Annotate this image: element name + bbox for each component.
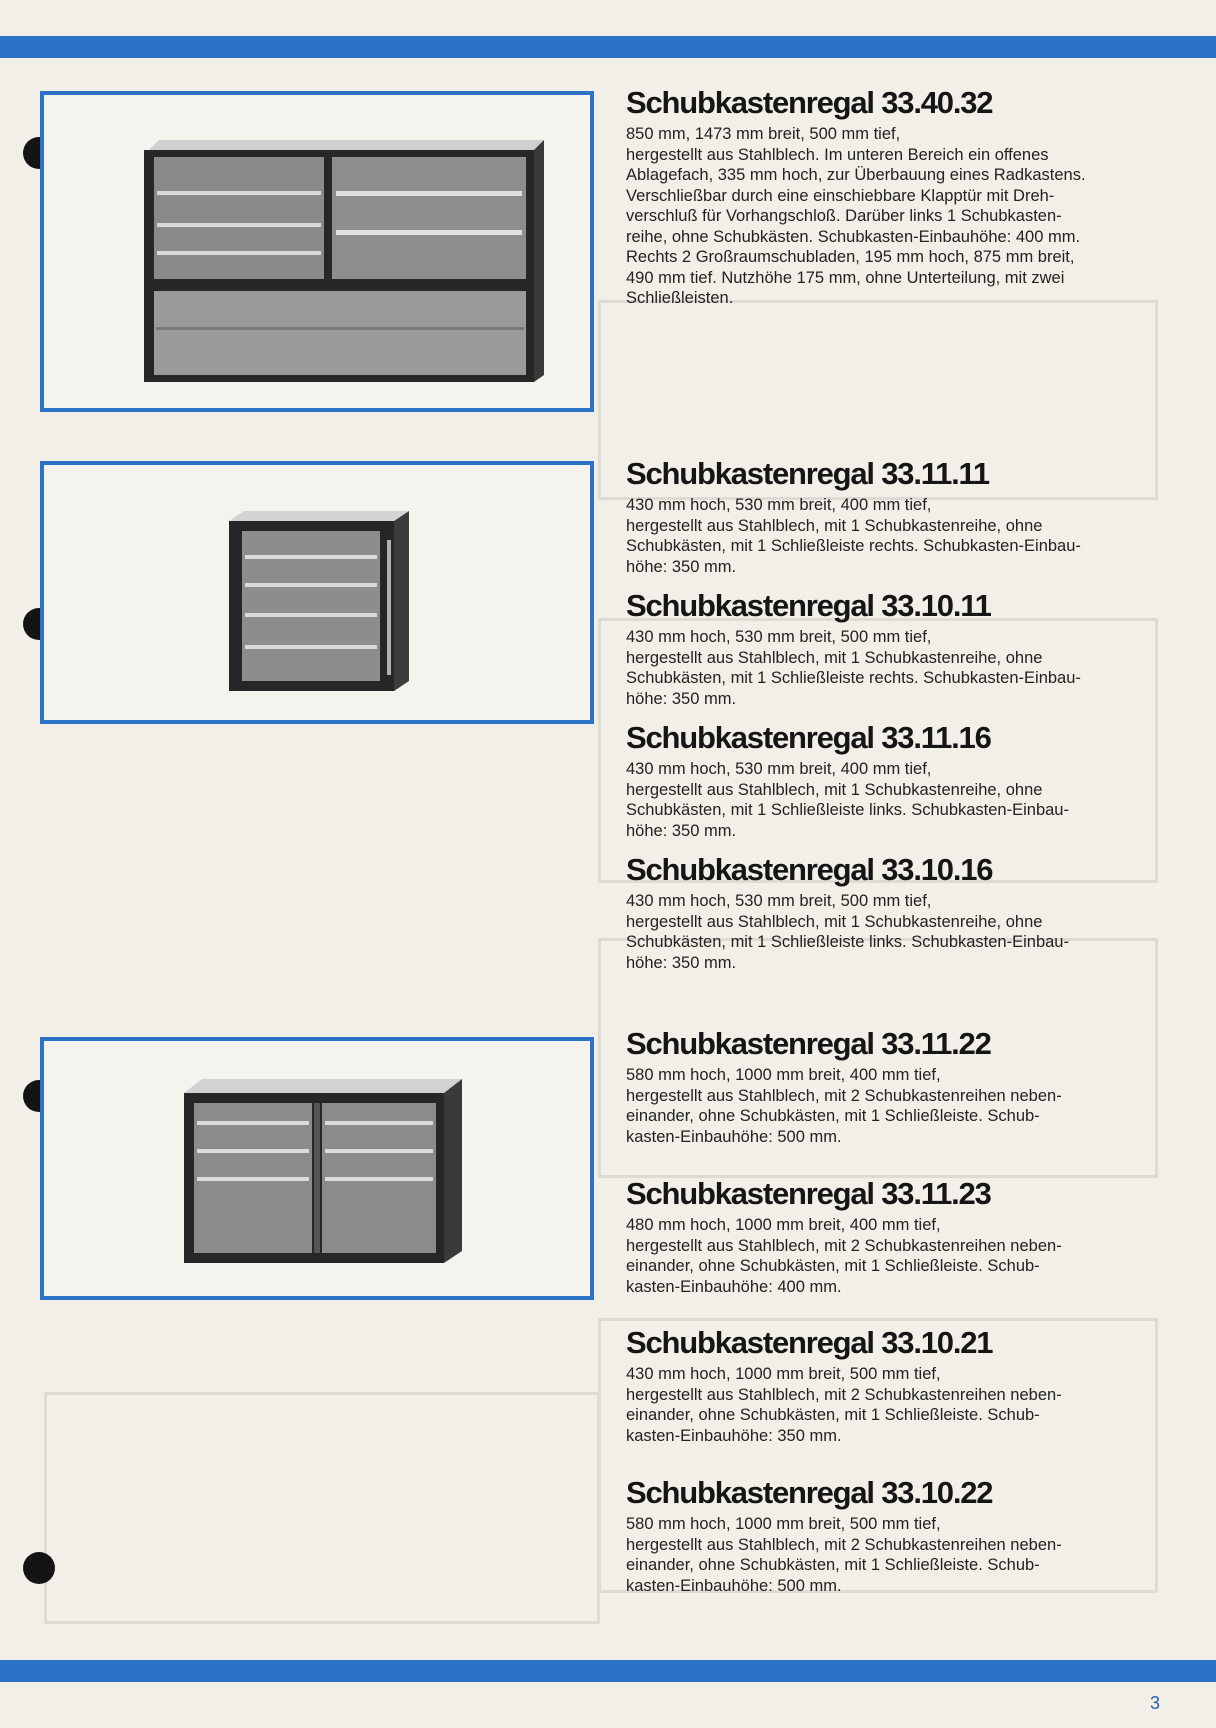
product-entry-33-40-32 (626, 86, 1144, 309)
product-description: 580 mm hoch, 1000 mm breit, 500 mm tief, hergestellt aus Stahlblech, mit 2 Schubkastenreihen neben- einander, ohne Schubkästen, mit 1 Schließleiste. Schub- kasten-Einbauhöhe: 500 mm. (626, 1515, 1062, 1595)
product-title: Schubkastenregal 33.40.32 (626, 85, 993, 120)
product-description: 580 mm hoch, 1000 mm breit, 400 mm tief, hergestellt aus Stahlblech, mit 2 Schubkastenreihen neben- einander, ohne Schubkästen, mit 1 Schließleiste. Schub- kasten-Einbauhöhe: 500 mm. (626, 1066, 1062, 1146)
product-description: 430 mm hoch, 530 mm breit, 500 mm tief, hergestellt aus Stahlblech, mit 1 Schubkastenreihe, ohne Schubkästen, mit 1 Schließleiste links. Schubkasten-Einbau- höhe: 350 mm. (626, 892, 1069, 972)
product-entry-33-10-16 (626, 853, 1144, 973)
product-entry-33-11-11 (626, 457, 1144, 577)
product-entry-33-10-11 (626, 589, 1144, 709)
product-title: Schubkastenregal 33.10.11 (626, 588, 991, 623)
product-title: Schubkastenregal 33.10.21 (626, 1325, 993, 1360)
product-image-frame-1 (40, 91, 594, 412)
product-description: 480 mm hoch, 1000 mm breit, 400 mm tief, hergestellt aus Stahlblech, mit 2 Schubkastenreihen neben- einander, ohne Schubkästen, mit 1 Schließleiste. Schub- kasten-Einbauhöhe: 400 mm. (626, 1216, 1062, 1296)
product-title: Schubkastenregal 33.10.22 (626, 1475, 993, 1510)
product-description: 850 mm, 1473 mm breit, 500 mm tief, hergestellt aus Stahlblech. Im unteren Bereich ein offenes Ablagefach, 335 mm hoch, zur Überbauung eines Radkastens. Verschließbar durch eine einschiebbare Klapptür mit Dreh- verschluß für Vorhangschloß. Darüber links 1 Schubkasten- reihe, ohne Schubkästen. Schubkasten-Einbauhöhe: 400 mm. Rechts 2 Großraumschubladen, 195 mm hoch, 875 mm breit, 490 mm tief. Nutzhöhe 175 mm, ohne Unterteilung, mit zwei Schließleisten. (626, 125, 1086, 307)
product-description: 430 mm hoch, 530 mm breit, 400 mm tief, hergestellt aus Stahlblech, mit 1 Schubkastenreihe, ohne Schubkästen, mit 1 Schließleiste rechts. Schubkasten-Einbau- höhe: 350 mm. (626, 496, 1081, 576)
bottom-blue-band (0, 1660, 1216, 1682)
product-title: Schubkastenregal 33.11.22 (626, 1026, 991, 1061)
product-entry-33-11-22 (626, 1027, 1144, 1147)
product-image-frame-3 (40, 1037, 594, 1300)
product-entry-33-11-23 (626, 1177, 1144, 1297)
cabinet-illustration-wide-open-shelf (44, 95, 590, 408)
product-entry-33-11-16 (626, 721, 1144, 841)
top-blue-band (0, 36, 1216, 58)
product-description: 430 mm hoch, 530 mm breit, 500 mm tief, hergestellt aus Stahlblech, mit 1 Schubkastenreihe, ohne Schubkästen, mit 1 Schließleiste rechts. Schubkasten-Einbau- höhe: 350 mm. (626, 628, 1081, 708)
product-title: Schubkastenregal 33.11.16 (626, 720, 991, 755)
product-entry-33-10-22 (626, 1476, 1144, 1596)
product-entry-33-10-21 (626, 1326, 1144, 1446)
page-number: 3 (1150, 1693, 1161, 1713)
product-description: 430 mm hoch, 530 mm breit, 400 mm tief, hergestellt aus Stahlblech, mit 1 Schubkastenreihe, ohne Schubkästen, mit 1 Schließleiste links. Schubkasten-Einbau- höhe: 350 mm. (626, 760, 1069, 840)
product-title: Schubkastenregal 33.10.16 (626, 852, 993, 887)
show-through-box (44, 1392, 600, 1624)
punch-hole (23, 1552, 55, 1584)
product-title: Schubkastenregal 33.11.11 (626, 456, 989, 491)
cabinet-illustration-single-row (44, 465, 590, 720)
product-image-frame-2 (40, 461, 594, 724)
product-description: 430 mm hoch, 1000 mm breit, 500 mm tief, hergestellt aus Stahlblech, mit 2 Schubkastenreihen neben- einander, ohne Schubkästen, mit 1 Schließleiste. Schub- kasten-Einbauhöhe: 350 mm. (626, 1365, 1062, 1445)
cabinet-illustration-double-row (44, 1041, 590, 1296)
product-title: Schubkastenregal 33.11.23 (626, 1176, 991, 1211)
